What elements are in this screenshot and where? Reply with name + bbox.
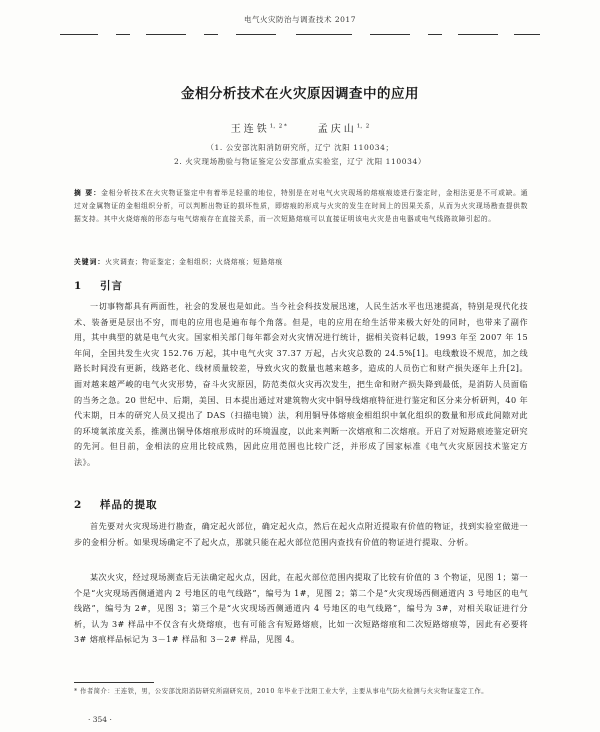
section-title: 引言 — [100, 280, 123, 292]
abstract-label: 摘 要： — [74, 189, 102, 197]
section-number: 2 — [74, 499, 83, 511]
section-heading — [74, 278, 123, 293]
author-affil-mark: 1，2 — [356, 123, 370, 130]
author-line — [0, 120, 600, 135]
author-name: 王连铁 — [230, 124, 270, 135]
section-heading — [74, 497, 158, 512]
abstract — [74, 187, 528, 226]
affiliation: （1. 公安部沈阳消防研究所，辽宁 沈阳 110034； — [206, 143, 394, 152]
page-number: · 354 · — [88, 715, 112, 724]
section-number: 1 — [74, 280, 83, 292]
affiliation: 2. 火灾现场勘验与物证鉴定公安部重点实验室，辽宁 沈阳 110034） — [173, 157, 427, 166]
keywords-text: 火灾调查；物证鉴定；金相组织；火烧熔痕；短路熔痕 — [105, 258, 283, 266]
keywords — [74, 256, 528, 266]
body-paragraph: 一切事物都具有两面性，社会的发展也是如此。当今社会科技发展迅速，人民生活水平也迅速提高，特别是现代化技术、装备更是层出不穷，而电的应用也是遍布每个角落。但是，电的应用在给生活带来极大好处的同时，也带来了副作用，其中典型的就是电气火灾。国家相关部门每年都会对火灾情况进行统计，据相关资料记载，1993 年至 2007 年 15 年间，全国共发生火灾 152.76 万起，其中电气火灾 37.37 万起，占火灾总数的 24.5%[1]。电线敷设不规范，加之线路长时间没有更新，线路老化、线材质量较差，导致火灾的数量也越来越多，造成的人员伤亡和财产损失逐年上升[2]。面对越来越严峻的电气火灾形势，奋斗火灾原因，防范类似火灾再次发生，把生命和财产损失降到最低，是消防人员面临的当务之急。20 世纪中、后期，美国、日本提出通过对建筑物火灾中铜导线熔痕特征进行鉴定和区分来分析研判，40 年代末期，日本的研究人员又提出了 DAS（扫描电镜）法，利用铜导体熔痕金相组织中氧化组织的数量和形成此间隙对此的环境氧浓度关系，推测出铜导体熔痕形成时的环境温度，以此来判断一次熔痕和二次熔痕。开启了对短路痕迹鉴定研究的先河。但目前，金相法的应用比较成熟，因此应用范围也比较广泛，并形成了国家标准《电气火灾原因技术鉴定方法》。 — [74, 301, 528, 467]
abstract-text: 金相分析技术在火灾物证鉴定中有着举足轻重的地位，特别是在对电气火灾现场的熔痕痕迹进行鉴定时，金相法更是不可或缺。通过对金属物证的金相组织分析，可以判断出物证的损坏性质，即熔痕的形成与火灾的发生在时间上的因果关系，从而为火灾现场勘查提供数据支持。其中火烧熔痕的形态与电气熔痕存在直接关系，而一次短路熔痕可以直接证明该电火灾是由电器或电气线路故障引起的。 — [74, 189, 528, 223]
header-rule — [60, 28, 540, 42]
body-paragraph: 某次火灾，经过现场测查后无法确定起火点，因此，在起火部位范围内提取了比较有价值的 3 个物证，见图 1；第一个是“火灾现场西侧通道内 2 号地区的电气线路”，编号为 1#，见图 2；第二个是“火灾现场西侧通道内 3 号地区的电气线路”，编号为 2#，见图 3；第三个是“火灾现场西侧通道内 4 号地区的电气线路”，编号为 3#，对相关取证进行分析，认为 3# 样品中不仅含有火烧熔痕，也有可能含有短路熔痕，比如一次短路熔痕和二次短路熔痕等，因此有必要将 3# 熔痕样品标记为 3－1# 样品和 3－2# 样品，见图 4。 — [74, 572, 528, 645]
footnote-rule — [74, 682, 154, 683]
running-head: 电气火灾防治与调查技术 2017 — [244, 15, 356, 24]
author-name: 孟庆山 — [317, 124, 357, 135]
author-affil-mark: 1，2 * — [269, 123, 287, 130]
paper-title: 金相分析技术在火灾原因调查中的应用 — [181, 86, 419, 102]
keywords-label: 关键词： — [74, 258, 106, 266]
body-paragraph: 首先要对火灾现场进行勘查，确定起火部位，确定起火点，然后在起火点附近提取有价值的物证，找到实验室做进一步的金相分析。如果现场确定不了起火点，那就只能在起火部位范围内查找有价值的物证进行提取、分析。 — [74, 521, 528, 547]
section-title: 样品的提取 — [100, 499, 158, 511]
author-footnote: * 作者简介：王连铁，男，公安部沈阳消防研究所副研究员，2010 年毕业于沈阳工业大学，主要从事电气防火检测与火灾物证鉴定工作。 — [74, 688, 489, 695]
